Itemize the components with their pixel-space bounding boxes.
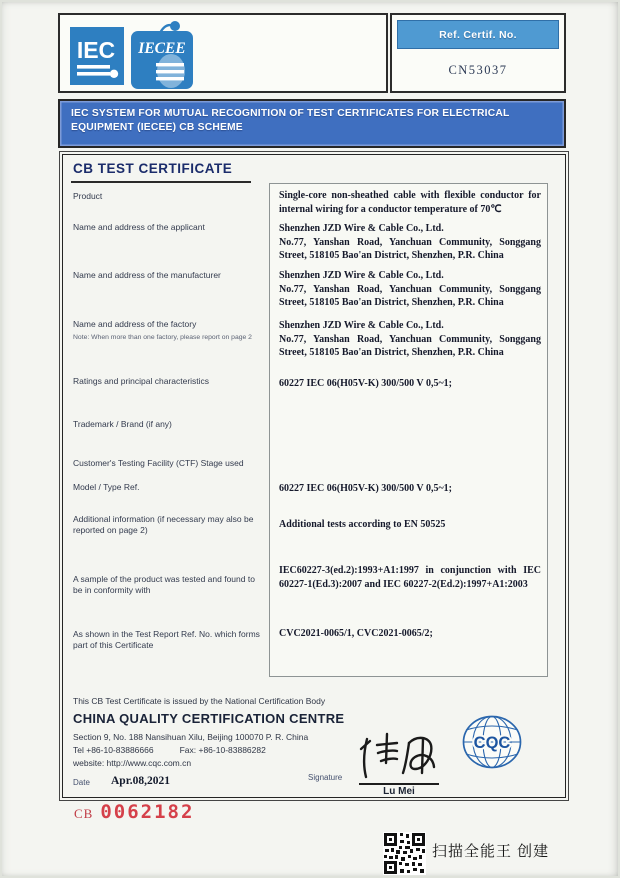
header-logos-box [58,13,388,93]
field-label-applicant: Name and address of the applicant [73,222,205,232]
field-label-model: Model / Type Ref. [73,482,140,492]
value-factory: Shenzhen JZD Wire & Cable Co., Ltd. No.77, Yanshan Road, Yanchuan Community, Songgang Street, 518105 Bao'an District, Shenzhen, P.R. China [279,320,541,358]
field-label-test-report: As shown in the Test Report Ref. No. which forms part of this Certificate [73,629,260,651]
field-label-factory: Name and address of the factory [73,319,197,329]
ref-certif-box [390,13,566,93]
field-note-factory: Note: When more than one factory, please report on page 2 [73,334,252,341]
iec-logo-icon [70,27,124,85]
cqc-logo-icon [461,714,523,770]
scanner-watermark-text: 扫描全能王 创建 [432,843,550,860]
stamp-prefix: CB [74,806,94,821]
issuer-address: Section 9, No. 188 Nansihuan Xilu, Beijing 100070 P. R. China [73,732,309,742]
field-label-ratings: Ratings and principal characteristics [73,376,210,386]
signature-line [359,783,439,785]
issuer-fax: Fax: +86-10-83886282 [179,745,266,755]
iecee-scheme-banner: IEC SYSTEM FOR MUTUAL RECOGNITION OF TEST CERTIFICATES FOR ELECTRICAL EQUIPMENT (IECEE) CB SCHEME [58,99,566,148]
date-label: Date [73,778,90,787]
title-underline [71,181,251,183]
signature-label: Signature [308,773,343,782]
issued-statement: This CB Test Certificate is issued by the National Certification Body [73,696,326,706]
value-ratings: 60227 IEC 06(H05V-K) 300/500 V 0,5~1; [279,378,452,389]
issuer-telfax [73,745,266,755]
field-label-product: Product [73,191,103,201]
cqc-logo-text: CQC [473,734,511,752]
iec-logo-text: IEC [76,37,116,63]
signature-handwriting [353,729,445,781]
signatory-name: Lu Mei [383,786,415,797]
date-value: Apr.08,2021 [111,775,170,787]
certificate-body [62,154,566,798]
value-applicant: Shenzhen JZD Wire & Cable Co., Ltd. No.77, Yanshan Road, Yanchuan Community, Songgang Street, 518105 Bao'an District, Shenzhen, P.R. China [279,223,541,261]
iecee-logo-icon [129,19,195,91]
field-label-ctf: Customer's Testing Facility (CTF) Stage used [73,458,244,468]
iecee-logo-text: IECEE [138,40,186,57]
field-label-trademark: Trademark / Brand (if any) [73,419,172,429]
ref-certif-number: CN53037 [448,63,508,77]
issuer-website: website: http://www.cqc.com.cn [73,758,192,768]
field-label-conformity: A sample of the product was tested and found to be in conformity with [73,574,255,596]
value-test-report: CVC2021-0065/1, CVC2021-0065/2; [279,628,433,639]
cb-serial-stamp [74,801,194,823]
ref-certif-label: Ref. Certif. No. [397,20,559,49]
field-label-manufacturer: Name and address of the manufacturer [73,270,221,280]
value-model: 60227 IEC 06(H05V-K) 300/500 V 0,5~1; [279,483,452,494]
value-additional: Additional tests according to EN 50525 [279,519,446,530]
stamp-number: 0062182 [100,801,195,823]
value-manufacturer: Shenzhen JZD Wire & Cable Co., Ltd. No.77, Yanshan Road, Yanchuan Community, Songgang Street, 518105 Bao'an District, Shenzhen, P.R. China [279,270,541,308]
certificate-title: CB TEST CERTIFICATE [73,161,233,176]
field-label-additional: Additional information (if necessary may also be reported on page 2) [73,514,254,536]
qr-code [383,832,426,875]
value-conformity: IEC60227-3(ed.2):1993+A1:1997 in conjunction with IEC 60227-1(Ed.3):2007 and IEC 60227-2(Ed.2):1997+A1:2003 [279,565,541,590]
field-values-box [269,183,548,677]
issuer-tel: Tel +86-10-83886666 [73,745,154,755]
issuer-name: CHINA QUALITY CERTIFICATION CENTRE [73,711,345,726]
value-product: Single-core non-sheathed cable with flexible conductor for internal wiring for a conductor temperature of 70℃ [279,190,541,215]
